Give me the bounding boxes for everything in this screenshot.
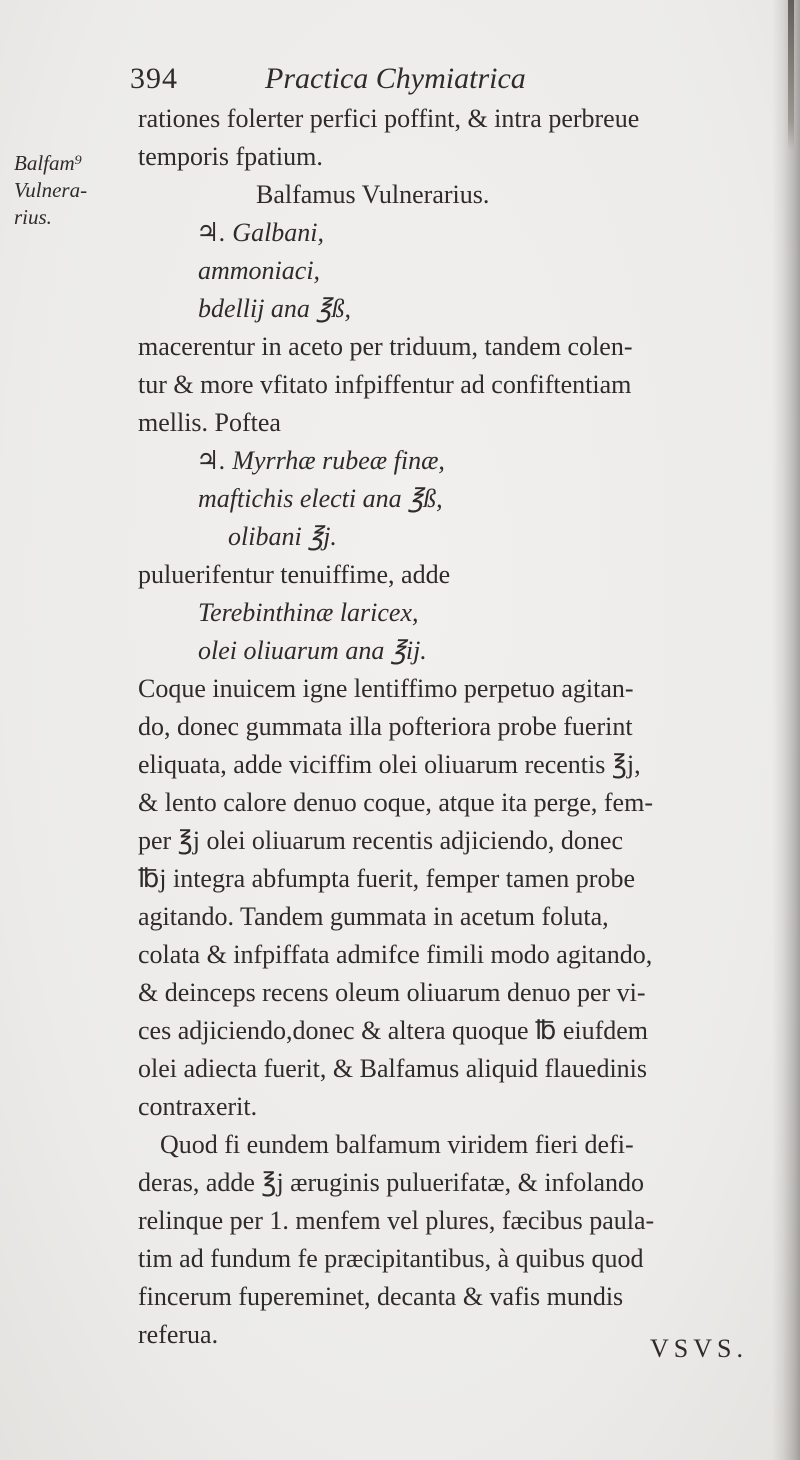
ingredient-line: bdellij ana ℥ß, xyxy=(198,294,351,323)
ingredient-line: ammoniaci, xyxy=(198,256,321,285)
ingredient-line: Terebinthinæ laricex, xyxy=(198,598,419,627)
text-line: puluerifentur tenuiffime, adde xyxy=(138,560,451,589)
text-line: & deinceps recens oleum oliuarum denuo per vi- xyxy=(138,978,646,1007)
text-line: tur & more vfitato infpiffentur ad confiftentiam xyxy=(138,370,632,399)
text-line: rationes folerter perfici poffint, & intra perbreue xyxy=(138,104,640,133)
page-header xyxy=(130,62,690,102)
text-line: Quod fi eundem balfamum viridem fieri defi- xyxy=(160,1130,634,1159)
margin-note xyxy=(14,150,124,231)
ingredient-line: ♃. Myrrhæ rubeæ finæ, xyxy=(196,446,445,475)
text-line: temporis fpatium. xyxy=(138,142,323,171)
body-text xyxy=(138,100,778,1354)
margin-note-line: Vulnera- xyxy=(14,178,88,202)
ingredient-line: ♃. Galbani, xyxy=(196,218,325,247)
ingredient-line: olibani ℥j. xyxy=(228,522,337,551)
text-line: ces adjiciendo,donec & altera quoque ℔ eiufdem xyxy=(138,1016,649,1045)
text-line: per ℥j olei oliuarum recentis adjiciendo, donec xyxy=(138,826,624,855)
running-title: Practica Chymiatrica xyxy=(265,62,526,95)
text-line: agitando. Tandem gummata in acetum foluta, xyxy=(138,902,609,931)
ingredient-line: maftichis electi ana ℥ß, xyxy=(198,484,443,513)
page-number: 394 xyxy=(130,62,178,95)
binding-edge xyxy=(788,0,794,150)
text-line: referua. xyxy=(138,1320,219,1349)
text-line: colata & infpiffata admifce fimili modo agitando, xyxy=(138,940,653,969)
text-line: do, donec gummata illa pofteriora probe fuerint xyxy=(138,712,633,741)
text-line: contraxerit. xyxy=(138,1092,258,1121)
text-line: olei adiecta fuerit, & Balfamus aliquid flauedinis xyxy=(138,1054,648,1083)
ingredient-line: olei oliuarum ana ℥ij. xyxy=(198,636,427,665)
text-line: ℔j integra abfumpta fuerit, femper tamen probe xyxy=(138,864,636,893)
margin-note-line: Balfam⁹ xyxy=(14,151,82,175)
text-line: & lento calore denuo coque, atque ita perge, fem- xyxy=(138,788,653,817)
text-line: eliquata, adde viciffim olei oliuarum recentis ℥j, xyxy=(138,750,641,779)
text-line: mellis. Poftea xyxy=(138,408,281,437)
text-line: tim ad fundum fe præcipitantibus, à quibus quod xyxy=(138,1244,644,1273)
text-line: relinque per 1. menfem vel plures, fæcibus paula- xyxy=(138,1206,655,1235)
text-line: Coque inuicem igne lentiffimo perpetuo agitan- xyxy=(138,674,634,703)
margin-note-line: rius. xyxy=(14,205,52,229)
catchword: VSVS. xyxy=(650,1334,748,1363)
recipe-heading: Balfamus Vulnerarius. xyxy=(256,180,490,209)
text-line: deras, adde ℥j æruginis puluerifatæ, & infolando xyxy=(138,1168,645,1197)
text-line: macerentur in aceto per triduum, tandem colen- xyxy=(138,332,633,361)
text-line: fincerum fupereminet, decanta & vafis mundis xyxy=(138,1282,624,1311)
